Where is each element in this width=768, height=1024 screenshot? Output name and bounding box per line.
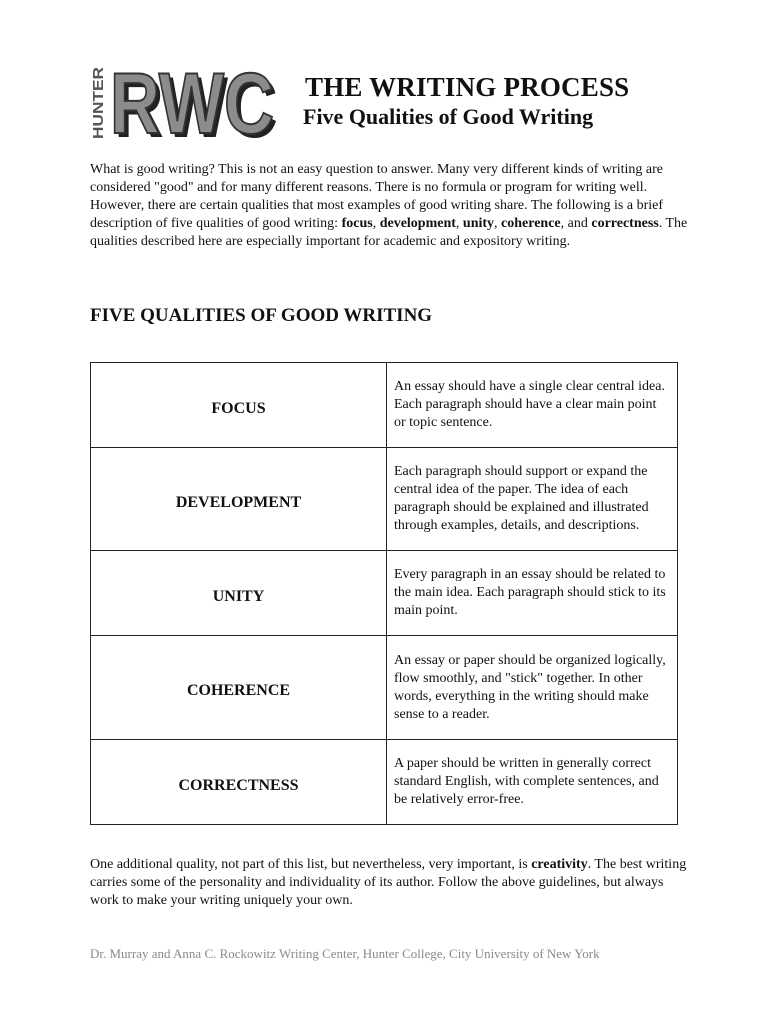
intro-text-end: . The qualities described here are especially important for academic and expository writing. [90, 216, 688, 249]
intro-separator: , [494, 216, 502, 231]
intro-text: What is good writing? This is not an easy question to answer. Many very different kinds of writing are considered "good" and for many different reasons. There is no formula or program for writing well. However, there are certain qualities that most examples of good writing share. The following is a brief description of five qualities of good writing: [90, 162, 664, 231]
intro-paragraph [90, 161, 690, 251]
intro-term-correctness: correctness [591, 216, 659, 231]
quality-term: UNITY [91, 551, 387, 636]
quality-term: FOCUS [91, 363, 387, 448]
quality-description: An essay or paper should be organized logically, flow smoothly, and "stick" together. In other words, everything in the writing should make sense to a reader. [387, 636, 678, 740]
qualities-table [90, 362, 678, 825]
intro-separator: , and [560, 216, 592, 231]
intro-separator: , [372, 216, 380, 231]
table-row [91, 448, 678, 551]
table-row [91, 740, 678, 825]
quality-description: A paper should be written in generally correct standard English, with complete sentences, and be relatively error-free. [387, 740, 678, 825]
intro-separator: , [455, 216, 463, 231]
page-subtitle: Five Qualities of Good Writing [303, 104, 594, 129]
closing-paragraph [90, 856, 690, 910]
quality-term: DEVELOPMENT [91, 448, 387, 551]
page-title: THE WRITING PROCESS [305, 72, 630, 102]
closing-term-creativity: creativity [531, 857, 588, 872]
closing-text: One additional quality, not part of this list, but nevertheless, very important, is [90, 857, 532, 872]
table-row [91, 363, 678, 448]
quality-description: Every paragraph in an essay should be related to the main idea. Each paragraph should stick to its main point. [387, 551, 678, 636]
section-heading: FIVE QUALITIES OF GOOD WRITING [90, 305, 433, 326]
logo-rwc-text: RWC [110, 66, 274, 142]
intro-term-focus: focus [341, 216, 373, 231]
intro-term-unity: unity [462, 216, 495, 231]
quality-term: CORRECTNESS [91, 740, 387, 825]
logo-hunter-text: HUNTER [90, 76, 107, 139]
footer-credit: Dr. Murray and Anna C. Rockowitz Writing Center, Hunter College, City University of New York [90, 946, 600, 961]
quality-description: An essay should have a single clear central idea. Each paragraph should have a clear main point or topic sentence. [387, 363, 678, 448]
table-row [91, 636, 678, 740]
logo-rwc-shadow: RWC [114, 66, 278, 142]
quality-term: COHERENCE [91, 636, 387, 740]
intro-term-coherence: coherence [501, 216, 561, 231]
closing-text-end: . The best writing carries some of the personality and individuality of its author. Follow the above guidelines, but always work to make your writing uniquely your own. [90, 857, 687, 908]
table-row [91, 551, 678, 636]
quality-description: Each paragraph should support or expand the central idea of the paper. The idea of each paragraph should be explained and illustrated through examples, details, and descriptions. [387, 448, 678, 551]
intro-term-development: development [379, 216, 456, 231]
rwc-logo [88, 66, 278, 142]
